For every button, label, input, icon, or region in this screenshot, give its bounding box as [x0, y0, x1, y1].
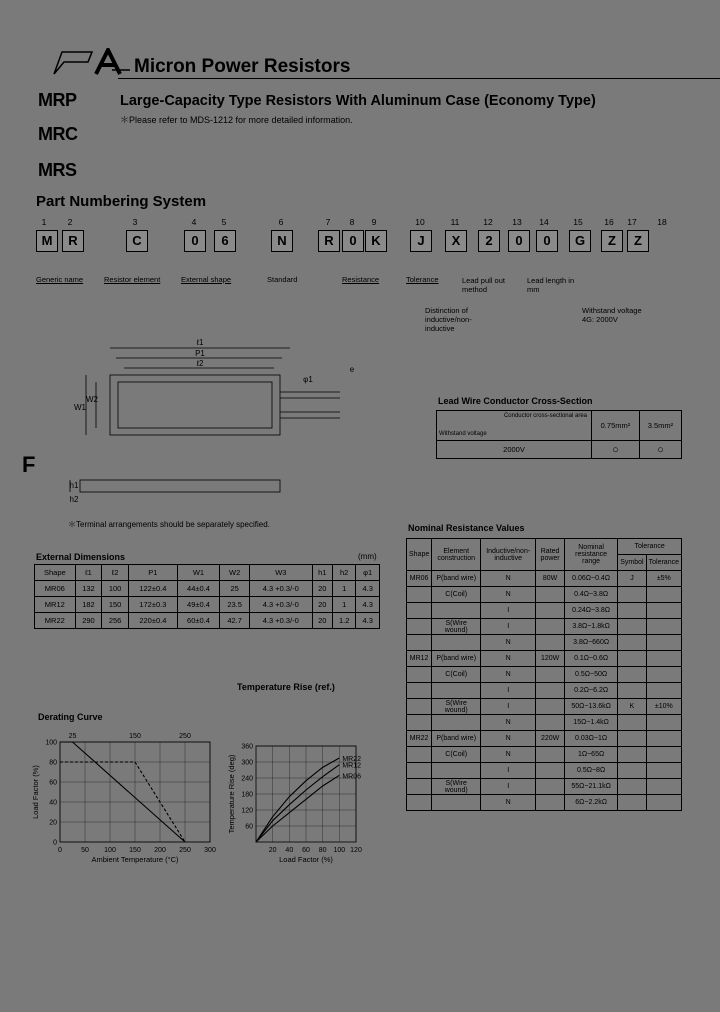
y-tick-label: 360 [241, 743, 253, 751]
ext-cell: 25 [220, 581, 250, 597]
nom-cell-range: 0.2Ω~6.2Ω [564, 683, 617, 699]
dim-h1: h1 [69, 481, 79, 490]
subtitle: Large-Capacity Type Resistors With Aluminum Case (Economy Type) [120, 93, 596, 109]
series-mrs: MRS [38, 160, 77, 180]
ext-cell: 1 [332, 597, 356, 613]
nom-cell-shape [407, 699, 432, 715]
ext-cell: 122±0.4 [128, 581, 177, 597]
label-lead-length: Lead length in mm [527, 276, 575, 294]
x-tick-label: 100 [333, 847, 346, 854]
ext-header-1: ℓ1 [75, 565, 102, 581]
nom-cell-range: 50Ω~13.6kΩ [564, 699, 617, 715]
label-shape: External shape [181, 275, 232, 284]
nom-cell-tol [646, 667, 681, 683]
x-tick-label: 120 [350, 847, 362, 854]
ext-header-5: W2 [220, 565, 250, 581]
ext-cell: 20 [312, 597, 332, 613]
ext-cell: 290 [75, 613, 102, 629]
label-lead-pullout: Lead pull out method [462, 276, 505, 294]
x-tick-label: 20 [268, 847, 277, 854]
nom-cell-tol [646, 619, 681, 635]
mark-075: ○ [592, 441, 640, 459]
derating-chart [28, 722, 218, 864]
nom-cell-power [536, 763, 565, 779]
position-13: 13 [512, 217, 522, 227]
nom-cell-shape [407, 667, 432, 683]
nom-header-3: Rated power [536, 539, 565, 571]
nom-cell-shape [407, 619, 432, 635]
nom-cell-shape: MR06 [407, 571, 432, 587]
ext-cell: 100 [102, 581, 129, 597]
section-letter: F [22, 452, 36, 477]
ext-cell: 220±0.4 [128, 613, 177, 629]
nom-cell-tol [646, 587, 681, 603]
nom-header-5: Tolerance [618, 539, 682, 555]
table-row [407, 795, 682, 811]
code-box-10: J [410, 230, 432, 252]
y-tick-label: 300 [241, 759, 253, 767]
ext-cell: 23.5 [220, 597, 250, 613]
nom-cell-element [432, 715, 481, 731]
code-box-2: R [62, 230, 84, 252]
nom-cell-shape: MR22 [407, 731, 432, 747]
nom-cell-tol: ±5% [646, 571, 681, 587]
mark-35: ○ [639, 441, 681, 459]
ext-header-2: ℓ2 [102, 565, 129, 581]
nom-cell-element: C(Coil) [432, 747, 481, 763]
y-tick-label: 80 [49, 759, 57, 767]
ext-cell: 132 [75, 581, 102, 597]
nom-cell-tol [646, 683, 681, 699]
code-box-5: 6 [214, 230, 236, 252]
table-row [35, 613, 380, 629]
series-label-2: MR06 [342, 773, 362, 781]
top-marker: 250 [179, 733, 191, 740]
ext-cell: 20 [312, 581, 332, 597]
series-line-0 [60, 742, 185, 842]
nom-cell-tol [646, 795, 681, 811]
code-box-13: 0 [508, 230, 530, 252]
nom-cell-shape [407, 795, 432, 811]
table-row [407, 731, 682, 747]
series-mrc: MRC [38, 124, 78, 144]
nom-cell-tol [646, 603, 681, 619]
position-3: 3 [132, 217, 138, 227]
nom-cell-power [536, 795, 565, 811]
nom-cell-shape [407, 779, 432, 795]
nom-cell-power [536, 715, 565, 731]
nom-header-4: Nominal resistance range [564, 539, 617, 571]
label-resistance: Resistance [342, 275, 380, 284]
nom-cell-ind: N [481, 747, 536, 763]
position-17: 17 [627, 217, 637, 227]
y-tick-label: 120 [241, 807, 253, 815]
position-1: 1 [41, 217, 47, 227]
table-row [407, 763, 682, 779]
nom-cell-power [536, 683, 565, 699]
ext-header-8: h2 [332, 565, 356, 581]
ext-cell: 42.7 [220, 613, 250, 629]
code-box-15: G [569, 230, 591, 252]
nom-cell-range: 0.03Ω~1Ω [564, 731, 617, 747]
table-row [407, 779, 682, 795]
nom-cell-power [536, 603, 565, 619]
resistor-body [110, 375, 280, 435]
nom-cell-element [432, 635, 481, 651]
nom-cell-shape: MR12 [407, 651, 432, 667]
series-mrp: MRP [38, 90, 77, 110]
series-line-2 [256, 775, 339, 842]
nom-cell-sym [618, 635, 646, 651]
ext-dim-unit: (mm) [358, 552, 377, 561]
nom-cell-range: 0.4Ω~3.8Ω [564, 587, 617, 603]
lead-wire-title: Lead Wire Conductor Cross-Section [438, 396, 593, 406]
y-axis-label: Temperature Rise (deg) [227, 754, 236, 834]
label-tolerance: Tolerance [406, 275, 439, 284]
nom-header-1: Element construction [432, 539, 481, 571]
nom-cell-ind: N [481, 635, 536, 651]
series-label-1: MR12 [342, 762, 362, 770]
ext-dim-title: External Dimensions [36, 552, 126, 562]
label-standard: Standard [267, 275, 298, 284]
ext-cell: 4.3 [356, 581, 380, 597]
position-2: 2 [67, 217, 73, 227]
nom-header-7: Tolerance [646, 555, 681, 571]
nom-cell-element [432, 795, 481, 811]
nom-cell-range: 3.8Ω~660Ω [564, 635, 617, 651]
label-element: Resistor element [104, 275, 161, 284]
ext-header-4: W1 [177, 565, 219, 581]
nom-cell-ind: N [481, 571, 536, 587]
ext-cell: 4.3 [356, 613, 380, 629]
nom-header-6: Symbol [618, 555, 646, 571]
outline-drawing [50, 330, 380, 510]
table-row [407, 683, 682, 699]
position-6: 6 [278, 217, 284, 227]
y-tick-label: 20 [49, 819, 57, 827]
position-18: 18 [657, 217, 667, 227]
ext-cell: 20 [312, 613, 332, 629]
position-11: 11 [450, 217, 460, 227]
x-tick-label: 60 [302, 847, 310, 854]
label-withstand: Withstand voltage 4G: 2000V [582, 306, 642, 324]
code-box-16: Z [601, 230, 623, 252]
dim-l2: ℓ2 [196, 359, 204, 368]
ext-header-6: W3 [250, 565, 313, 581]
dim-w2: W2 [86, 395, 98, 404]
row-2000v: 2000V [437, 441, 592, 459]
x-tick-label: 300 [204, 847, 216, 854]
table-row [35, 581, 380, 597]
ext-cell: 256 [102, 613, 129, 629]
table-row [407, 747, 682, 763]
table-row [407, 667, 682, 683]
nom-cell-shape [407, 763, 432, 779]
position-7: 7 [325, 217, 331, 227]
nom-cell-element: P(band wire) [432, 651, 481, 667]
nom-cell-sym [618, 603, 646, 619]
nom-cell-ind: N [481, 587, 536, 603]
nom-cell-shape [407, 747, 432, 763]
nom-cell-tol [646, 779, 681, 795]
nom-cell-shape [407, 715, 432, 731]
position-10: 10 [415, 217, 425, 227]
nom-cell-ind: I [481, 683, 536, 699]
ext-header-3: P1 [128, 565, 177, 581]
nom-cell-ind: I [481, 699, 536, 715]
y-tick-label: 240 [241, 775, 253, 783]
nom-cell-sym [618, 683, 646, 699]
y-tick-label: 60 [49, 779, 57, 787]
nom-cell-ind: N [481, 651, 536, 667]
nom-cell-tol [646, 763, 681, 779]
nom-cell-sym [618, 763, 646, 779]
nom-cell-range: 3.8Ω~1.8kΩ [564, 619, 617, 635]
nom-cell-power [536, 779, 565, 795]
nom-cell-power: 120W [536, 651, 565, 667]
dim-l1: ℓ1 [196, 338, 204, 347]
table-row [407, 587, 682, 603]
header-rule [118, 78, 720, 79]
nom-cell-sym [618, 715, 646, 731]
ext-cell: MR12 [35, 597, 76, 613]
position-15: 15 [573, 217, 583, 227]
temperature-rise-chart [216, 736, 386, 868]
nom-cell-ind: N [481, 795, 536, 811]
nom-cell-ind: I [481, 779, 536, 795]
code-box-9: K [365, 230, 387, 252]
nom-cell-tol: ±10% [646, 699, 681, 715]
reference-note: ＊Please refer to MDS-1212 for more detailed information. [120, 115, 353, 125]
nom-cell-sym [618, 731, 646, 747]
ext-cell: 1.2 [332, 613, 356, 629]
nom-cell-sym [618, 587, 646, 603]
x-tick-label: 40 [285, 847, 294, 854]
nom-cell-element: P(band wire) [432, 571, 481, 587]
nom-cell-range: 0.5Ω~50Ω [564, 667, 617, 683]
code-box-1: M [36, 230, 58, 252]
nom-cell-sym [618, 779, 646, 795]
lead-wire-corner: Conductor cross-sectional area Withstand voltage [437, 411, 592, 441]
table-row [407, 651, 682, 667]
code-box-3: C [126, 230, 148, 252]
nom-cell-ind: I [481, 763, 536, 779]
nom-cell-element [432, 603, 481, 619]
col-075: 0.75mm² [592, 411, 640, 441]
code-box-7: R [318, 230, 340, 252]
nom-cell-power [536, 699, 565, 715]
nom-cell-ind: N [481, 731, 536, 747]
nom-cell-range: 0.06Ω~0.4Ω [564, 571, 617, 587]
nom-cell-tol [646, 651, 681, 667]
side-profile [80, 480, 280, 492]
code-box-11: X [445, 230, 467, 252]
nominal-table [406, 538, 682, 811]
x-tick-label: 150 [129, 847, 141, 854]
ext-cell: 4.3 +0.3/-0 [250, 613, 313, 629]
nom-cell-element: C(Coil) [432, 667, 481, 683]
nom-cell-shape [407, 587, 432, 603]
nom-cell-sym: K [618, 699, 646, 715]
nom-cell-range: 0.1Ω~0.6Ω [564, 651, 617, 667]
ext-header-7: h1 [312, 565, 332, 581]
position-9: 9 [371, 217, 377, 227]
ext-cell: 4.3 +0.3/-0 [250, 597, 313, 613]
position-14: 14 [539, 217, 549, 227]
position-8: 8 [349, 217, 355, 227]
ext-cell: 4.3 [356, 597, 380, 613]
part-numbering-title: Part Numbering System [36, 193, 207, 210]
table-row [407, 699, 682, 715]
ext-cell: MR22 [35, 613, 76, 629]
table-row [407, 603, 682, 619]
x-axis-label: Ambient Temperature (°C) [91, 855, 179, 864]
nom-cell-tol [646, 747, 681, 763]
x-tick-label: 50 [81, 847, 89, 854]
ext-cell: 44±0.4 [177, 581, 219, 597]
table-row [407, 619, 682, 635]
nom-cell-element [432, 683, 481, 699]
nominal-title: Nominal Resistance Values [408, 523, 525, 533]
nom-header-0: Shape [407, 539, 432, 571]
y-axis-label: Load Factor (%) [31, 765, 40, 819]
x-tick-label: 0 [58, 847, 62, 854]
label-generic: Generic name [36, 275, 84, 284]
position-4: 4 [191, 217, 197, 227]
company-logo [52, 48, 130, 76]
lead-wire-table [436, 410, 682, 459]
nom-cell-ind: I [481, 603, 536, 619]
temp-rise-title: Temperature Rise (ref.) [237, 682, 335, 692]
nom-cell-tol [646, 635, 681, 651]
x-tick-label: 100 [104, 847, 116, 854]
external-dimensions-table [34, 564, 380, 629]
x-tick-label: 250 [179, 847, 191, 854]
nom-cell-tol [646, 731, 681, 747]
nom-cell-range: 55Ω~21.1kΩ [564, 779, 617, 795]
nom-cell-power: 80W [536, 571, 565, 587]
nom-cell-power: 220W [536, 731, 565, 747]
x-tick-label: 200 [154, 847, 166, 854]
nom-cell-shape [407, 603, 432, 619]
nom-header-2: Inductive/non-inductive [481, 539, 536, 571]
y-tick-label: 180 [241, 791, 253, 799]
code-box-6: N [271, 230, 293, 252]
label-inductive: Distinction of inductive/non-inductive [425, 306, 472, 333]
nom-cell-range: 1Ω~65Ω [564, 747, 617, 763]
table-row [407, 635, 682, 651]
position-12: 12 [483, 217, 493, 227]
y-tick-label: 60 [245, 823, 253, 831]
code-box-8: 0 [342, 230, 364, 252]
code-box-12: 2 [478, 230, 500, 252]
nom-cell-range: 0.5Ω~8Ω [564, 763, 617, 779]
ext-cell: 1 [332, 581, 356, 597]
nom-cell-power [536, 635, 565, 651]
nom-cell-element: P(band wire) [432, 731, 481, 747]
code-box-17: Z [627, 230, 649, 252]
page-title: Micron Power Resistors [134, 56, 351, 77]
x-axis-label: Load Factor (%) [279, 855, 333, 864]
nom-cell-tol [646, 715, 681, 731]
nom-cell-ind: N [481, 715, 536, 731]
nom-cell-power [536, 619, 565, 635]
nom-cell-sym [618, 747, 646, 763]
ext-cell: 150 [102, 597, 129, 613]
dim-phi1: φ1 [303, 375, 313, 384]
derating-title: Derating Curve [38, 712, 103, 722]
nom-cell-range: 6Ω~2.2kΩ [564, 795, 617, 811]
y-tick-label: 0 [53, 839, 57, 847]
series-label-0: MR22 [342, 756, 362, 763]
dim-e: e [349, 365, 355, 374]
top-marker: 150 [129, 733, 141, 740]
nom-cell-power [536, 587, 565, 603]
nom-cell-shape [407, 683, 432, 699]
position-16: 16 [604, 217, 614, 227]
nom-cell-element: S(Wire wound) [432, 779, 481, 795]
nom-cell-element: S(Wire wound) [432, 699, 481, 715]
table-row [407, 715, 682, 731]
x-tick-label: 80 [318, 847, 327, 854]
y-tick-label: 40 [49, 799, 57, 807]
ext-cell: 182 [75, 597, 102, 613]
nom-cell-power [536, 667, 565, 683]
nom-cell-sym [618, 651, 646, 667]
table-row [407, 571, 682, 587]
nom-cell-sym [618, 619, 646, 635]
ext-cell: 4.3 +0.3/-0 [250, 581, 313, 597]
nom-cell-ind: N [481, 667, 536, 683]
nom-cell-range: 0.24Ω~3.8Ω [564, 603, 617, 619]
terminal-footnote: ＊Terminal arrangements should be separately specified. [68, 520, 270, 529]
dim-h2: h2 [69, 495, 79, 504]
col-35: 3.5mm² [639, 411, 681, 441]
nom-cell-sym [618, 795, 646, 811]
nom-cell-element: C(Coil) [432, 587, 481, 603]
dim-p1: P1 [195, 349, 205, 358]
table-row [35, 597, 380, 613]
ext-cell: MR06 [35, 581, 76, 597]
ext-cell: 172±0.3 [128, 597, 177, 613]
top-marker: 25 [68, 733, 77, 740]
nom-cell-ind: I [481, 619, 536, 635]
nom-cell-shape [407, 635, 432, 651]
ext-cell: 49±0.4 [177, 597, 219, 613]
nom-cell-element: S(Wire wound) [432, 619, 481, 635]
dim-w1: W1 [74, 403, 86, 412]
code-box-4: 0 [184, 230, 206, 252]
nom-cell-sym: J [618, 571, 646, 587]
position-5: 5 [221, 217, 227, 227]
ext-header-9: φ1 [356, 565, 380, 581]
nom-cell-range: 15Ω~1.4kΩ [564, 715, 617, 731]
code-box-14: 0 [536, 230, 558, 252]
nom-cell-element [432, 763, 481, 779]
y-tick-label: 100 [45, 739, 57, 747]
ext-cell: 60±0.4 [177, 613, 219, 629]
nom-cell-sym [618, 667, 646, 683]
ext-header-0: Shape [35, 565, 76, 581]
nom-cell-power [536, 747, 565, 763]
